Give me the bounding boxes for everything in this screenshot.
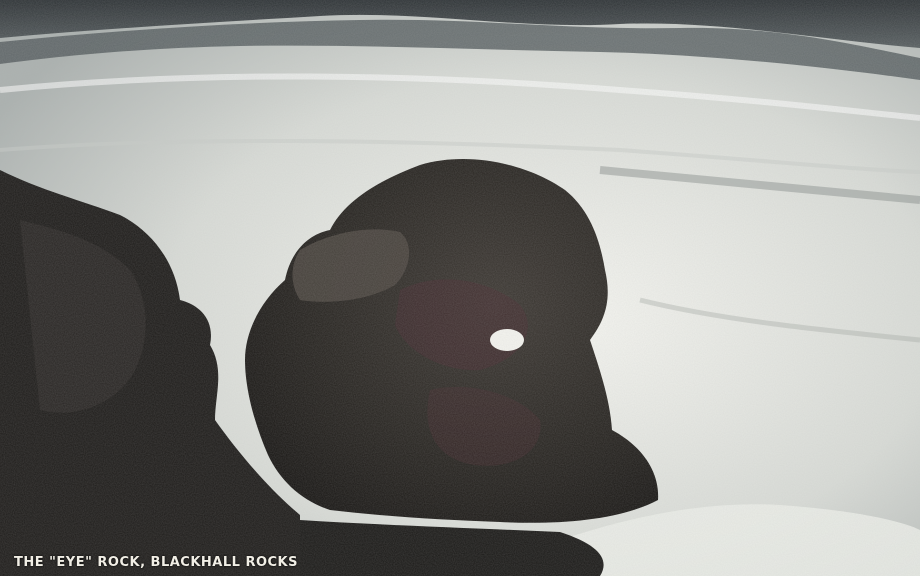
photo-caption: THE "EYE" ROCK, BLACKHALL ROCKS — [14, 555, 298, 570]
